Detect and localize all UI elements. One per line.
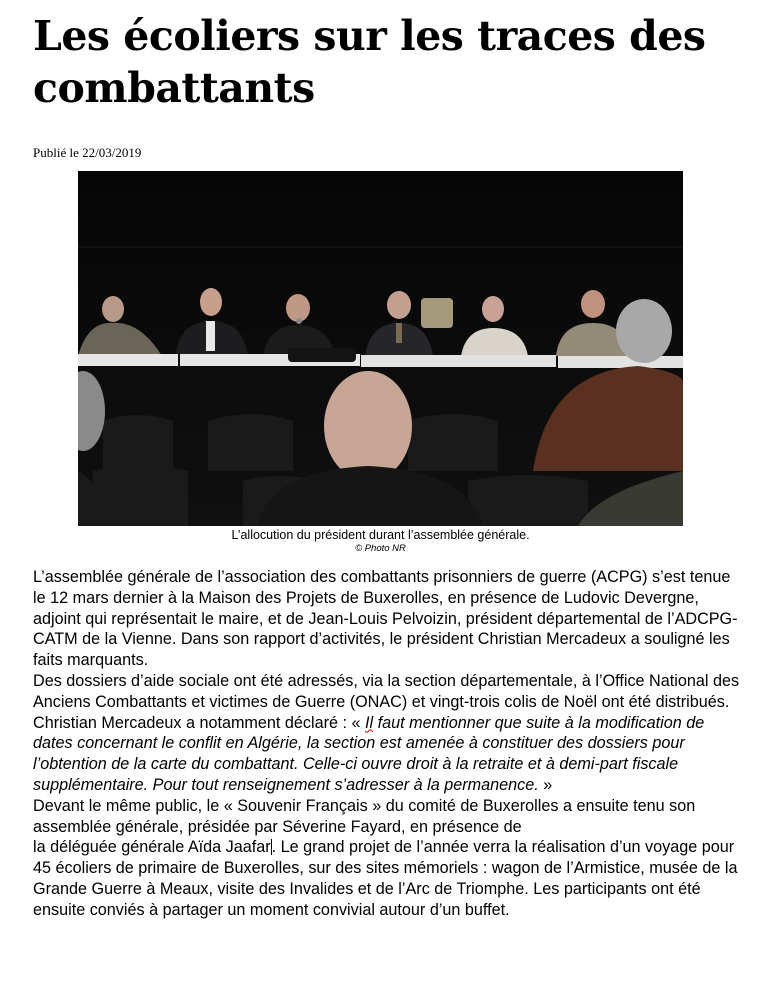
article-body — [33, 567, 745, 921]
table — [78, 354, 178, 366]
paragraph — [33, 796, 745, 921]
spellcheck-flagged-word[interactable]: Il — [365, 713, 374, 732]
paragraph-part: la déléguée générale Aïda Jaafar — [33, 838, 271, 857]
article-photo — [78, 171, 683, 526]
article-title: Les écoliers sur les traces des combattants — [33, 12, 706, 112]
paragraph: Des dossiers d’aide sociale ont été adressés, via la section départementale, à l’Office National des Anciens Combattants et victimes de Guerre (ONAC) et vingt-trois colis de Noël ont été distribués. — [33, 671, 740, 711]
quote-close: » — [538, 775, 553, 794]
paragraph: L’assemblée générale de l’association des combattants prisonniers de guerre (ACPG) s’est tenue le 12 mars dernier à la Maison des Projets de Buxerolles, en présence de Ludovic Devergne, adjoint qui représentait le maire, et de Jean-Louis Pelvoizin, président départemental de l’ADCPG- CATM de la Vienne. Dans son rapport d’activités, le président Christian Mercadeux a souligné les faits marquants. — [33, 568, 738, 670]
table — [558, 356, 683, 368]
table — [361, 355, 556, 367]
publication-date: Publié le 22/03/2019 — [33, 145, 142, 160]
paragraph-quote — [33, 713, 745, 796]
paragraph-part: . Le grand projet de l’année verra la réalisation d’un voyage pour 45 écoliers de primaire de Buxerolles, sur des sites mémoriels : wagon de l’Armistice, musée de la Grande Guerre à Meaux, visite des Invalides et de l’Arc de Triomphe. Les participants ont été ensuite conviés à partager un moment convivial autour d’un buffet. — [33, 838, 738, 919]
photo-illustration — [78, 171, 683, 526]
photo-credit: © Photo NR — [355, 543, 406, 554]
quote-body: faut mentionner que suite à la modification de dates concernant le conflit en Algérie, la section est amenée à constituer des dossiers pour l’obtention de la carte du combattant. Celle-ci ouvre droit à la retraite et à demi-part fiscale supplémentaire. Pour tout renseignement s’adresser à la permanence. — [33, 713, 705, 794]
paragraph-part: Devant le même public, le « Souvenir Français » du comité de Buxerolles a ensuite tenu son assemblée générale, présidée par Séverine Fayard, en présence de — [33, 796, 696, 836]
photo-caption: L’allocution du président durant l’assemblée générale. — [231, 528, 530, 542]
quote-intro: Christian Mercadeux a notamment déclaré : « — [33, 713, 366, 732]
laptop-bag — [288, 348, 356, 362]
bag — [421, 298, 453, 328]
